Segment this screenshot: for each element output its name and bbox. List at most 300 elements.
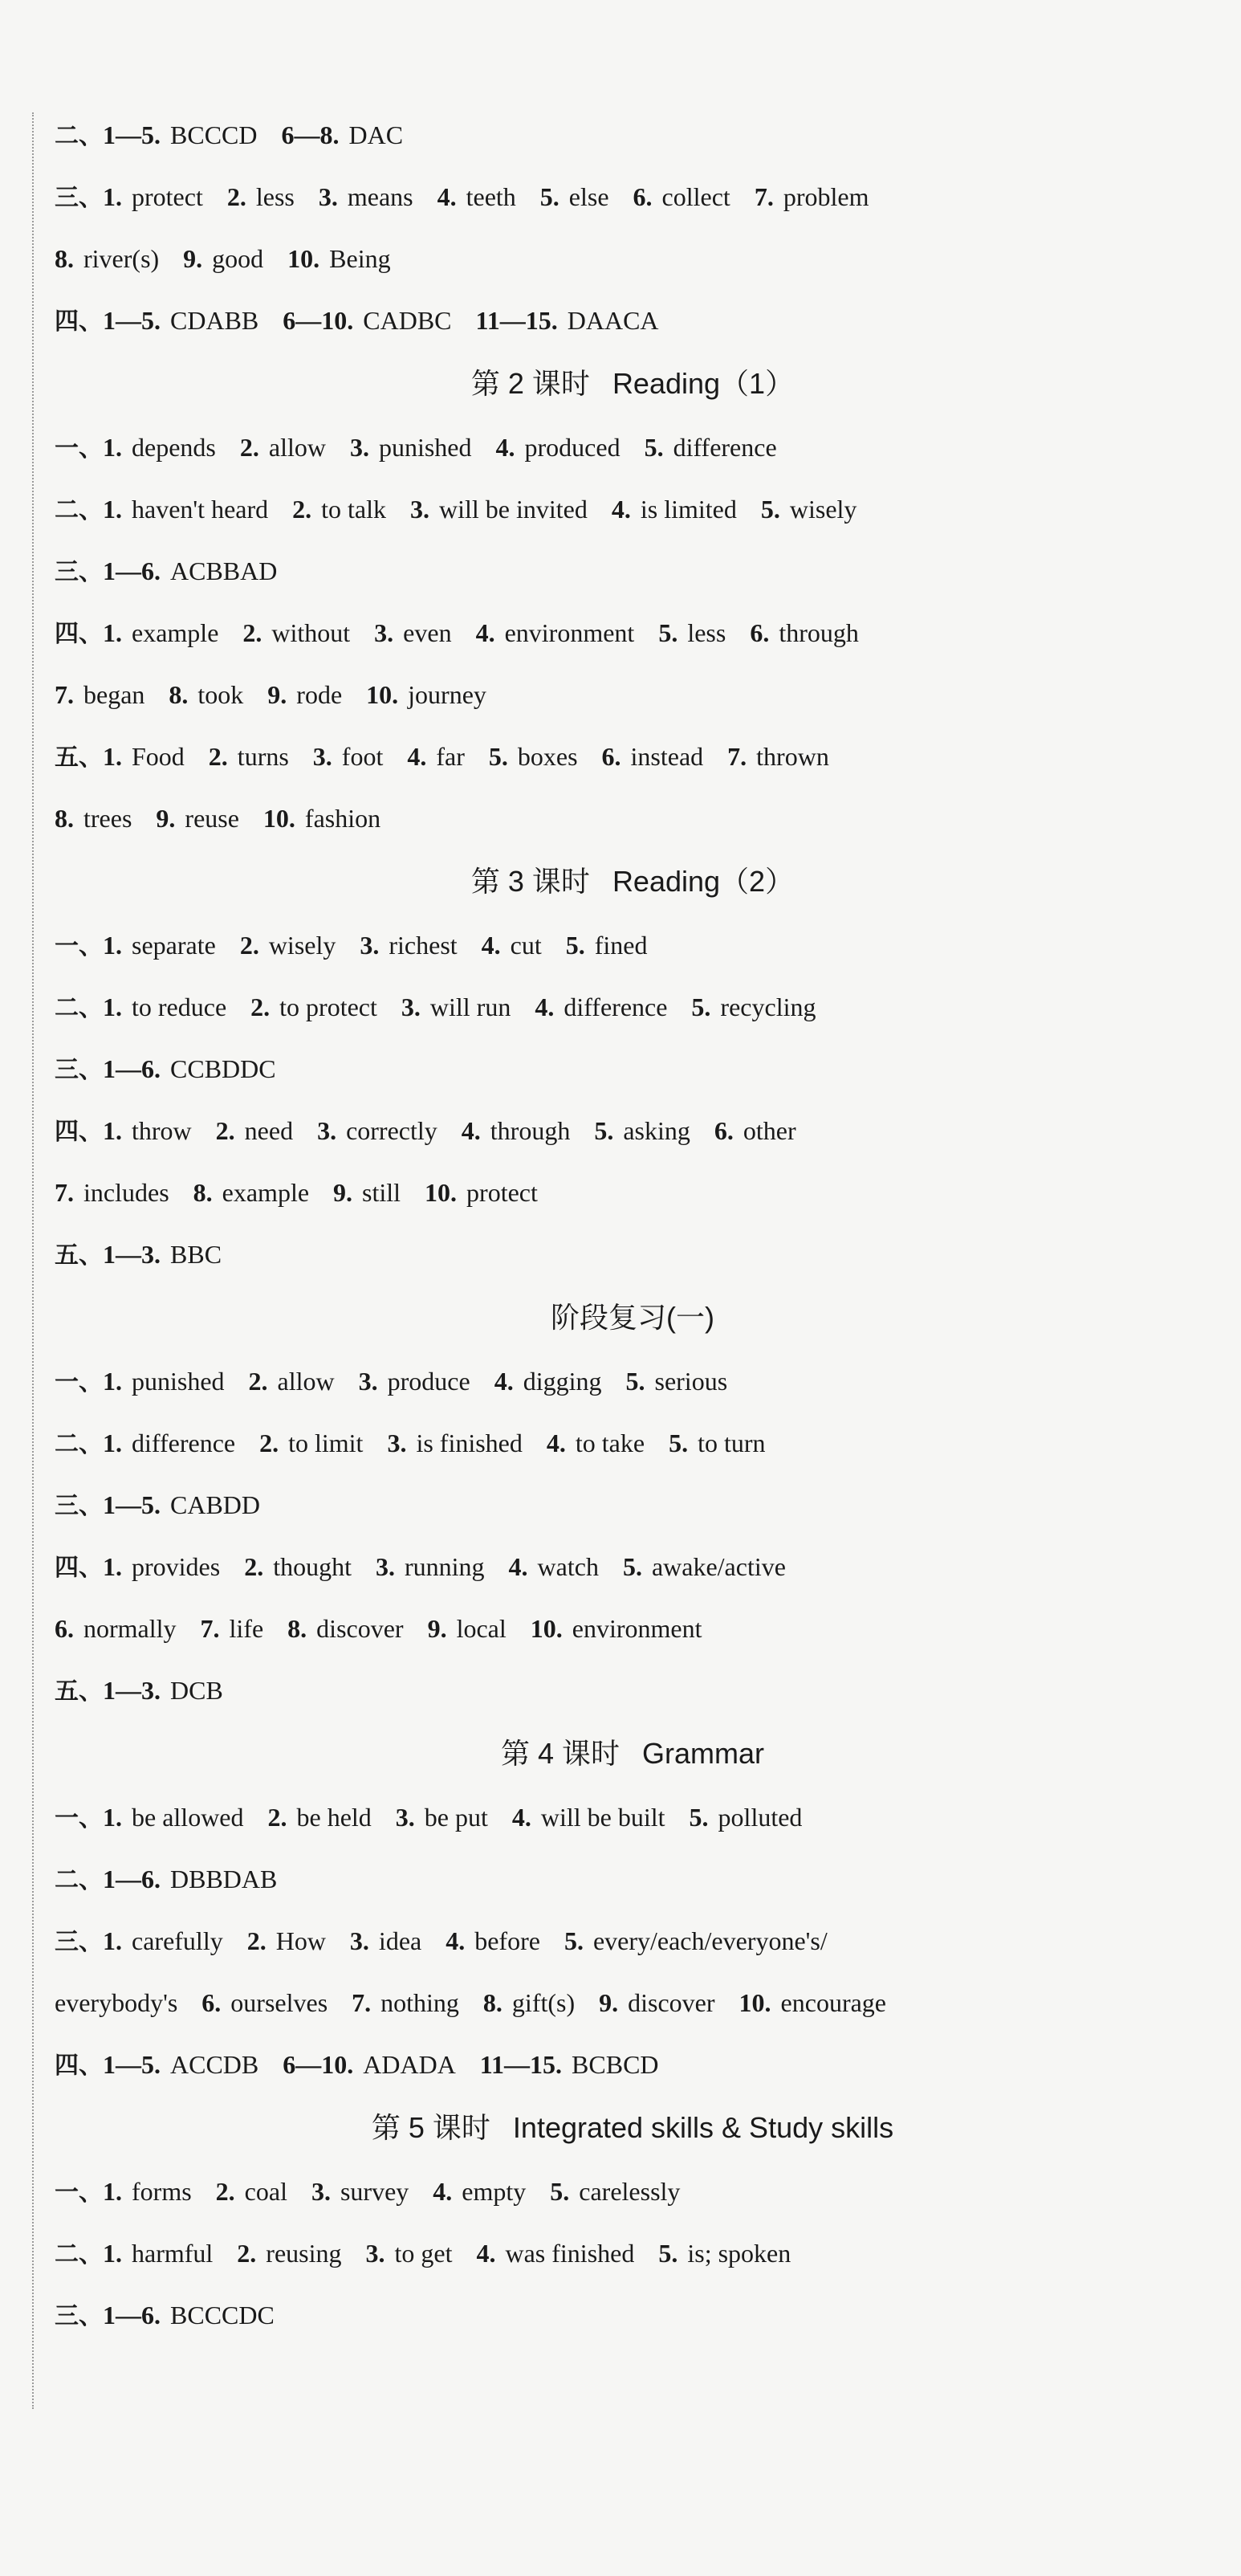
answer-text: DCB — [170, 1676, 223, 1705]
question-number: 6. — [633, 182, 653, 211]
question-number: 2. — [215, 2177, 235, 2206]
answer-text: CCBDDC — [170, 1054, 276, 1083]
question-number: 2. — [208, 742, 228, 771]
answer-line — [55, 991, 1210, 1023]
answer-line — [55, 1801, 1210, 1833]
answer-item — [259, 1429, 363, 1457]
answer-item — [267, 680, 342, 709]
answer-item — [317, 1116, 437, 1145]
answer-item — [103, 742, 185, 771]
answer-item — [350, 1926, 421, 1955]
answer-text: is; spoken — [687, 2239, 791, 2268]
question-number: 2. — [226, 182, 246, 211]
question-number: 1—5. — [103, 2050, 161, 2079]
question-number: 2. — [259, 1429, 279, 1457]
answer-text: to reduce — [132, 992, 227, 1021]
answer-item — [216, 2177, 287, 2206]
section-title: 阶段复习(一) — [551, 1301, 714, 1334]
answer-item — [169, 680, 243, 709]
question-section-number: 四、 — [55, 1118, 103, 1146]
answer-text: without — [271, 618, 351, 647]
answer-item — [366, 680, 486, 709]
question-section-number: 一、 — [55, 932, 103, 960]
answer-item — [494, 1367, 602, 1396]
answer-text: to get — [394, 2239, 453, 2268]
question-section-number: 一、 — [55, 1804, 103, 1832]
answer-item — [103, 992, 226, 1021]
question-number: 3. — [311, 2177, 331, 2206]
answer-text: CABDD — [170, 1490, 261, 1519]
question-number: 6—10. — [283, 2050, 354, 2079]
answer-item — [658, 2239, 791, 2268]
question-number: 5. — [644, 433, 664, 462]
question-section-number: 四、 — [55, 2052, 103, 2080]
question-number: 1. — [103, 992, 122, 1021]
answer-text: to turn — [698, 1429, 766, 1457]
answer-item — [311, 2177, 409, 2206]
answer-item — [247, 1926, 326, 1955]
answer-item — [55, 244, 159, 273]
answer-item — [103, 1803, 244, 1832]
question-number: 1. — [103, 182, 122, 211]
question-number: 5. — [565, 931, 585, 960]
answer-item — [103, 1865, 277, 1893]
answer-item — [283, 2050, 456, 2079]
question-number: 5. — [622, 1552, 642, 1581]
question-number: 2. — [237, 2239, 257, 2268]
answer-text: journey — [408, 680, 486, 709]
question-number: 7. — [55, 680, 74, 709]
answer-text: survey — [340, 2177, 409, 2206]
question-number: 6. — [55, 1614, 74, 1643]
question-number: 2. — [242, 618, 262, 647]
answer-text: difference — [132, 1429, 236, 1457]
section-subtitle: Grammar — [642, 1737, 765, 1770]
answer-item — [531, 1614, 702, 1643]
answer-text: BCBCD — [572, 2050, 659, 2079]
answer-item — [714, 1116, 796, 1145]
answer-text: instead — [630, 742, 704, 771]
answer-text: produce — [387, 1367, 470, 1396]
answer-item — [240, 433, 326, 462]
answer-text: will run — [429, 992, 511, 1021]
question-number: 2. — [292, 495, 312, 524]
section-title: 第 5 课时 — [371, 2111, 490, 2144]
question-number: 4. — [446, 1926, 466, 1955]
margin-dotted-line — [32, 112, 34, 2409]
question-number: 4. — [495, 433, 515, 462]
section-heading — [55, 366, 1210, 401]
answer-text: watch — [537, 1552, 599, 1581]
answer-text: every/each/everyone's/ — [592, 1926, 828, 1955]
answer-text: CDABB — [170, 306, 259, 335]
question-number: 4. — [511, 1803, 531, 1832]
answer-item — [103, 433, 216, 462]
answer-text: Being — [329, 244, 391, 273]
question-section-number: 五、 — [55, 1241, 103, 1270]
answer-text: BCCCD — [170, 120, 258, 149]
section-heading — [55, 1300, 1210, 1335]
question-number: 3. — [349, 433, 369, 462]
question-number: 5. — [594, 1116, 614, 1145]
answer-item — [401, 992, 511, 1021]
answer-item — [103, 1490, 260, 1519]
answer-text: polluted — [718, 1803, 803, 1832]
answer-text: cut — [510, 931, 542, 960]
question-section-number: 二、 — [55, 1866, 103, 1894]
answer-text: ourselves — [230, 1988, 328, 2017]
question-number: 10. — [425, 1178, 458, 1207]
answer-item — [250, 992, 377, 1021]
answer-text: rode — [296, 680, 343, 709]
answer-line — [55, 1674, 1210, 1706]
answer-item — [103, 306, 258, 335]
question-section-number: 二、 — [55, 2240, 103, 2268]
section-subtitle: Integrated skills & Study skills — [512, 2111, 894, 2144]
answer-text: fined — [594, 931, 648, 960]
question-number: 1—5. — [103, 306, 161, 335]
question-number: 1. — [103, 1552, 122, 1581]
answer-item — [547, 1429, 645, 1457]
section-heading — [55, 2110, 1210, 2146]
question-number: 5. — [689, 1803, 709, 1832]
answer-text: is limited — [640, 495, 737, 524]
answer-item — [690, 1803, 803, 1832]
answer-text: to talk — [321, 495, 386, 524]
answer-item — [103, 2177, 192, 2206]
answer-text: DBBDAB — [170, 1865, 278, 1893]
answer-item — [407, 742, 465, 771]
answer-text: richest — [389, 931, 458, 960]
answer-text: reusing — [266, 2239, 342, 2268]
question-number: 1—3. — [103, 1676, 161, 1705]
answer-text: to take — [575, 1429, 645, 1457]
answer-item — [209, 742, 289, 771]
answer-text: foot — [341, 742, 384, 771]
question-number: 2. — [267, 1803, 287, 1832]
answer-item — [761, 495, 857, 524]
answer-text: depends — [132, 433, 216, 462]
question-section-number: 四、 — [55, 620, 103, 648]
answer-text: took — [197, 680, 244, 709]
answer-item — [333, 1178, 401, 1207]
answer-text: other — [743, 1116, 796, 1145]
answer-item — [550, 2177, 680, 2206]
answer-item — [55, 804, 132, 833]
answer-text: encourage — [780, 1988, 886, 2017]
answer-text: produced — [524, 433, 620, 462]
answer-text: BBC — [170, 1240, 222, 1269]
question-number: 10. — [287, 244, 320, 273]
answer-text: normally — [83, 1614, 177, 1643]
question-number: 10. — [366, 680, 399, 709]
question-number: 2. — [248, 1367, 268, 1396]
answer-text: means — [347, 182, 413, 211]
answer-text: running — [404, 1552, 485, 1581]
answer-text: nothing — [380, 1988, 459, 2017]
question-number: 1—6. — [103, 2301, 161, 2329]
answer-text: separate — [132, 931, 216, 960]
answer-text: will be built — [540, 1803, 665, 1832]
answer-text: still — [362, 1178, 401, 1207]
question-section-number: 三、 — [55, 184, 103, 212]
answer-text: difference — [564, 992, 668, 1021]
answer-text: harmful — [132, 2239, 214, 2268]
answer-item — [496, 433, 620, 462]
question-section-number: 三、 — [55, 2302, 103, 2330]
answer-item — [287, 1614, 403, 1643]
question-number: 3. — [360, 931, 380, 960]
question-number: 3. — [318, 182, 338, 211]
question-number: 9. — [183, 244, 203, 273]
answer-text: be put — [424, 1803, 488, 1832]
question-number: 1. — [103, 618, 122, 647]
answer-text: throw — [132, 1116, 192, 1145]
answer-text: thrown — [756, 742, 829, 771]
answer-line — [55, 617, 1210, 649]
answer-text: Food — [132, 742, 185, 771]
answer-item — [103, 495, 268, 524]
answer-item — [446, 1926, 540, 1955]
question-number: 4. — [437, 182, 457, 211]
answer-text: will be invited — [439, 495, 588, 524]
answer-item — [376, 1552, 485, 1581]
answer-text: digging — [523, 1367, 602, 1396]
question-number: 5. — [658, 618, 678, 647]
answer-item — [691, 992, 816, 1021]
answer-line — [55, 493, 1210, 525]
answer-item — [55, 680, 144, 709]
answer-line — [55, 1612, 1210, 1645]
question-number: 6. — [750, 618, 770, 647]
answer-text: boxes — [517, 742, 578, 771]
answer-text: less — [255, 182, 295, 211]
answer-item — [249, 1367, 335, 1396]
answer-item — [645, 433, 777, 462]
answer-item — [103, 1676, 223, 1705]
answer-line — [55, 1925, 1210, 1957]
question-section-number: 二、 — [55, 1430, 103, 1458]
answer-item — [658, 618, 726, 647]
answer-line — [55, 1365, 1210, 1397]
answer-item — [242, 618, 350, 647]
question-number: 9. — [333, 1178, 353, 1207]
question-number: 6. — [201, 1988, 222, 2017]
answer-item — [103, 182, 203, 211]
question-section-number: 二、 — [55, 496, 103, 524]
section-subtitle: Reading（1） — [612, 367, 795, 400]
answer-text: even — [403, 618, 452, 647]
answer-line — [55, 304, 1210, 336]
answer-text: example — [132, 618, 219, 647]
answer-line — [55, 243, 1210, 275]
answer-item — [410, 495, 588, 524]
question-number: 6. — [714, 1116, 734, 1145]
answer-item — [755, 182, 869, 211]
question-number: 1. — [103, 1926, 122, 1955]
answer-text: fashion — [304, 804, 381, 833]
answer-text: BCCCDC — [170, 2301, 275, 2329]
answer-item — [727, 742, 829, 771]
answer-text: discover — [316, 1614, 404, 1643]
answer-text: environment — [504, 618, 635, 647]
answer-text: collect — [661, 182, 730, 211]
question-number: 3. — [401, 992, 421, 1021]
answer-item — [319, 182, 413, 211]
question-number: 4. — [461, 1116, 481, 1145]
question-number: 1—5. — [103, 120, 161, 149]
answer-item — [183, 244, 263, 273]
question-number: 1—6. — [103, 1865, 161, 1893]
answer-text: less — [687, 618, 726, 647]
answer-item — [739, 1988, 886, 2017]
question-section-number: 三、 — [55, 558, 103, 586]
answer-text: awake/active — [651, 1552, 786, 1581]
answer-text: through — [779, 618, 859, 647]
answer-text: protect — [132, 182, 203, 211]
question-number: 3. — [395, 1803, 415, 1832]
answer-text: idea — [378, 1926, 422, 1955]
question-number: 2. — [244, 1552, 264, 1581]
answer-item — [350, 433, 472, 462]
answer-item — [462, 1116, 571, 1145]
answer-item — [612, 495, 737, 524]
answer-text: to limit — [288, 1429, 364, 1457]
section-heading — [55, 864, 1210, 899]
answer-item — [103, 2301, 275, 2329]
answer-item — [396, 1803, 488, 1832]
question-number: 11—15. — [479, 2050, 563, 2079]
answer-text: trees — [83, 804, 132, 833]
answer-item — [360, 931, 457, 960]
question-number: 9. — [156, 804, 176, 833]
answer-line — [55, 431, 1210, 463]
answer-text: life — [229, 1614, 264, 1643]
answer-item — [599, 1988, 714, 2017]
answer-text: recycling — [720, 992, 816, 1021]
answer-text: local — [456, 1614, 507, 1643]
answer-item — [359, 1367, 470, 1396]
answer-item — [540, 182, 609, 211]
answer-text: DAC — [348, 120, 404, 149]
question-number: 1. — [103, 2239, 122, 2268]
answer-item — [103, 1926, 223, 1955]
question-number: 4. — [476, 2239, 496, 2268]
answer-text: carelessly — [579, 2177, 681, 2206]
answer-item — [633, 182, 730, 211]
section-subtitle: Reading（2） — [612, 865, 795, 898]
answer-line — [55, 1427, 1210, 1459]
answer-item — [512, 1803, 665, 1832]
question-number: 5. — [564, 1926, 584, 1955]
answer-item — [103, 618, 218, 647]
answer-line — [55, 1176, 1210, 1209]
question-number: 8. — [287, 1614, 307, 1643]
answer-item — [103, 1429, 235, 1457]
answer-line — [55, 1238, 1210, 1270]
answer-text: to protect — [279, 992, 377, 1021]
question-number: 3. — [317, 1116, 337, 1145]
question-number: 1. — [103, 931, 122, 960]
answer-line — [55, 2175, 1210, 2207]
answer-item — [476, 306, 659, 335]
answer-item — [313, 742, 384, 771]
question-section-number: 一、 — [55, 434, 103, 463]
question-number: 1. — [103, 2177, 122, 2206]
question-number: 2. — [250, 992, 271, 1021]
question-number: 8. — [193, 1178, 213, 1207]
answer-text: teeth — [466, 182, 516, 211]
answer-line — [55, 1551, 1210, 1583]
question-number: 2. — [239, 931, 259, 960]
question-number: 6—8. — [281, 120, 340, 149]
answer-item — [103, 2239, 213, 2268]
answer-text: wisely — [789, 495, 857, 524]
answer-line — [55, 555, 1210, 587]
answer-text: CADBC — [363, 306, 452, 335]
answer-item — [263, 804, 380, 833]
answer-item — [287, 244, 390, 273]
question-number: 5. — [658, 2239, 678, 2268]
answer-line — [55, 929, 1210, 961]
question-number: 1—5. — [103, 1490, 161, 1519]
answer-text: coal — [244, 2177, 287, 2206]
question-section-number: 二、 — [55, 994, 103, 1022]
answer-text: protect — [466, 1178, 538, 1207]
answer-line — [55, 2237, 1210, 2269]
answer-item — [103, 1116, 192, 1145]
answer-text: punished — [378, 433, 472, 462]
answer-line — [55, 740, 1210, 772]
answer-line — [55, 1863, 1210, 1895]
answer-text: turns — [237, 742, 289, 771]
question-section-number: 五、 — [55, 1677, 103, 1706]
question-number: 1. — [103, 1429, 122, 1457]
question-section-number: 一、 — [55, 2179, 103, 2207]
answer-item — [594, 1116, 690, 1145]
answer-text: allow — [277, 1367, 335, 1396]
section-title: 第 4 课时 — [500, 1737, 620, 1770]
answer-item — [240, 931, 336, 960]
question-section-number: 五、 — [55, 744, 103, 772]
question-number: 1. — [103, 742, 122, 771]
answer-item — [428, 1614, 507, 1643]
answer-text: wisely — [268, 931, 336, 960]
question-number: 1. — [103, 1116, 122, 1145]
question-number: 5. — [488, 742, 508, 771]
answer-text: problem — [783, 182, 869, 211]
answer-text: is finished — [416, 1429, 523, 1457]
answer-item — [535, 992, 667, 1021]
question-number: 11—15. — [475, 306, 558, 335]
answer-text: forms — [132, 2177, 192, 2206]
section-heading — [55, 1736, 1210, 1771]
question-number: 1. — [103, 433, 122, 462]
question-number: 9. — [427, 1614, 447, 1643]
answer-item — [425, 1178, 538, 1207]
answer-item — [103, 931, 216, 960]
answer-text: else — [568, 182, 609, 211]
question-number: 4. — [546, 1429, 566, 1457]
answer-text: be held — [296, 1803, 372, 1832]
answer-text: provides — [132, 1552, 221, 1581]
answer-item — [480, 2050, 659, 2079]
question-number: 3. — [375, 1552, 395, 1581]
answer-item — [156, 804, 239, 833]
question-number: 3. — [349, 1926, 369, 1955]
answer-text: river(s) — [83, 244, 160, 273]
question-number: 5. — [760, 495, 780, 524]
